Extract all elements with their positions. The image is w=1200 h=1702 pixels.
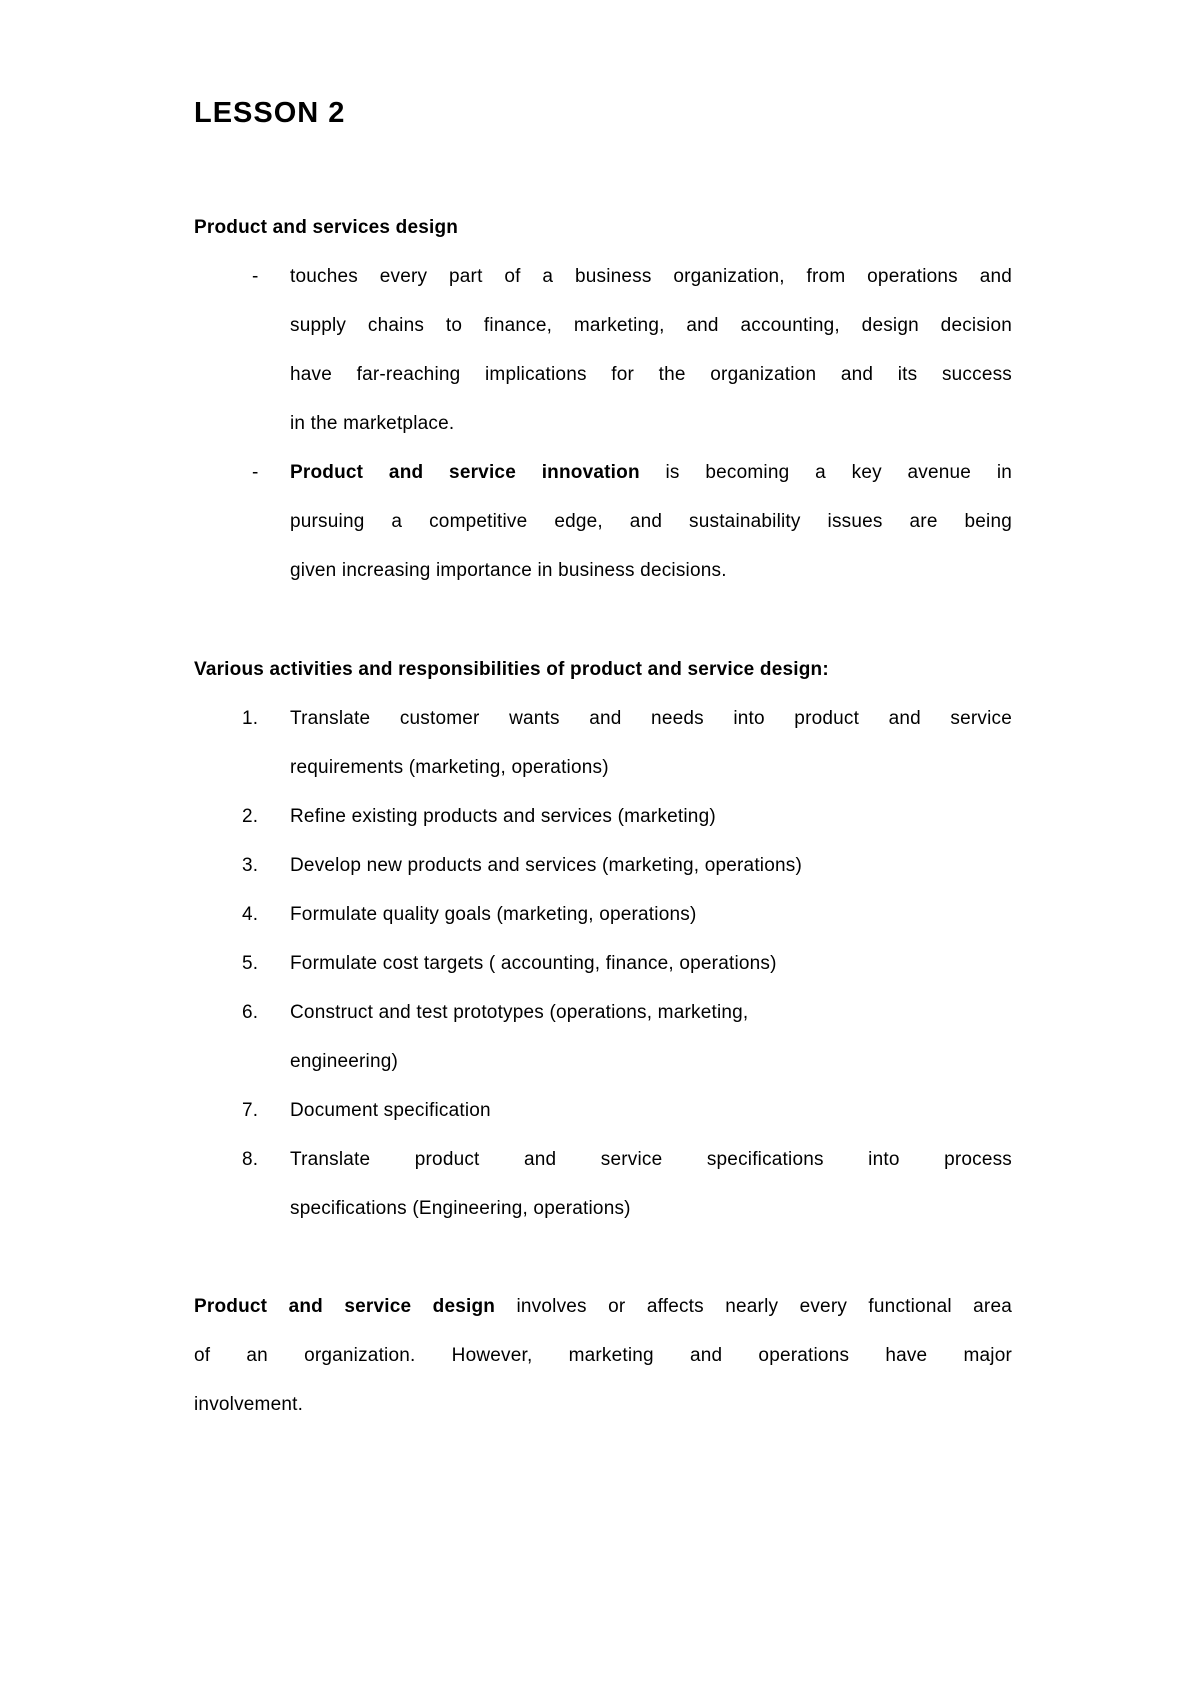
bullet2-line1 [290, 448, 1012, 497]
item-number: 5. [242, 953, 259, 974]
item6-line1: Construct and test prototypes (operations, marketing, [290, 1002, 749, 1023]
bullet-item-2 [194, 448, 1012, 595]
lesson-title: LESSON 2 [194, 97, 346, 129]
item3-line1: Develop new products and services (marketing, operations) [290, 855, 802, 876]
item-number: 7. [242, 1100, 259, 1121]
bold-run: Product and service innovation [290, 462, 640, 483]
item8-line1: Translate product and service specifications into process [290, 1149, 1012, 1170]
item8-line2: specifications (Engineering, operations) [290, 1198, 631, 1219]
item-number: 2. [242, 806, 259, 827]
item4-line1: Formulate quality goals (marketing, operations) [290, 904, 697, 925]
item2-line1: Refine existing products and services (marketing) [290, 806, 716, 827]
numbered-item-4 [194, 890, 1012, 939]
numbered-item-1 [194, 694, 1012, 792]
item-number: 6. [242, 1002, 259, 1023]
bullet-item-1 [194, 252, 1012, 448]
item1-line2: requirements (marketing, operations) [290, 757, 609, 778]
text-run: involves or affects nearly every functional area [495, 1296, 1012, 1317]
item-number: 1. [242, 708, 259, 729]
bullet1-line4: in the marketplace. [290, 413, 455, 434]
numbered-item-6 [194, 988, 1012, 1086]
numbered-item-3 [194, 841, 1012, 890]
numbered-item-8 [194, 1135, 1012, 1233]
item-number: 8. [242, 1149, 259, 1170]
item1-line1: Translate customer wants and needs into product and service [290, 708, 1012, 729]
bullet2-line2: pursuing a competitive edge, and sustainability issues are being [290, 511, 1012, 532]
text-run: is becoming a key avenue in [639, 462, 1013, 483]
item5-line1: Formulate cost targets ( accounting, finance, operations) [290, 953, 777, 974]
numbered-item-5 [194, 939, 1012, 988]
numbered-item-7 [194, 1086, 1012, 1135]
item-number: 4. [242, 904, 259, 925]
bold-run: Product and service design [194, 1296, 496, 1317]
numbered-item-2 [194, 792, 1012, 841]
closing-line2: of an organization. However, marketing and operations have major [194, 1345, 1012, 1366]
bullet-dash-marker: - [252, 462, 259, 483]
item7-line1: Document specification [290, 1100, 491, 1121]
section1-heading: Product and services design [194, 217, 459, 238]
bullet2-line3: given increasing importance in business decisions. [290, 560, 727, 581]
closing-line3: involvement. [194, 1394, 304, 1415]
bullet1-line1: touches every part of a business organization, from operations and [290, 266, 1012, 287]
closing-paragraph [194, 1282, 1012, 1429]
item-number: 3. [242, 855, 259, 876]
bullet-dash-marker: - [252, 266, 259, 287]
item6-line2: engineering) [290, 1051, 399, 1072]
bullet1-line2: supply chains to finance, marketing, and accounting, design decision [290, 315, 1012, 336]
bullet1-line3: have far-reaching implications for the organization and its success [290, 364, 1012, 385]
closing-line1 [194, 1282, 1012, 1331]
section2-heading: Various activities and responsibilities of product and service design: [194, 659, 829, 680]
